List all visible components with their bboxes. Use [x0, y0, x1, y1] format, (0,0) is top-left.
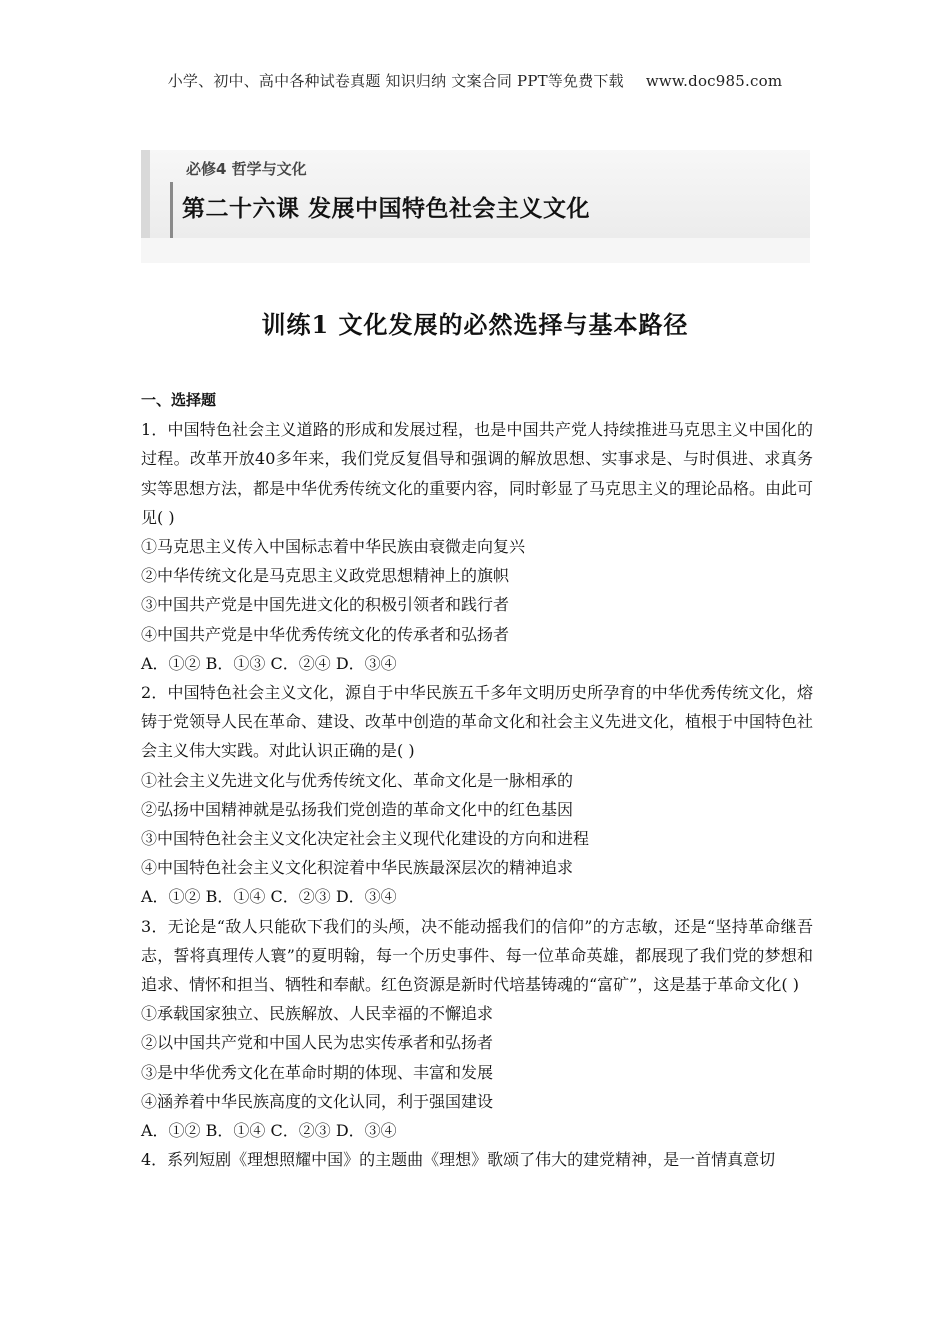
section-heading: 一、选择题 — [141, 391, 217, 409]
statement-item: ②中华传统文化是马克思主义政党思想精神上的旗帜 — [141, 566, 510, 586]
statement-item: ①社会主义先进文化与优秀传统文化、革命文化是一脉相承的 — [141, 770, 574, 790]
banner-lesson-title: 第二十六课 发展中国特色社会主义文化 — [182, 196, 591, 222]
banner-inner — [150, 150, 810, 238]
statement-item: ①承载国家独立、民族解放、人民幸福的不懈追求 — [141, 1004, 494, 1024]
banner-side-bar — [141, 150, 150, 238]
page-header — [0, 70, 950, 91]
statement-item: ③中国共产党是中国先进文化的积极引领者和践行者 — [141, 595, 510, 615]
answer-options: A．①② B．①④ C．②③ D．③④ — [141, 1121, 397, 1141]
question-stem: 2．中国特色社会主义文化，源自于中华民族五千多年文明历史所孕育的中华优秀传统文化，熔铸于党领导人民在革命、建设、改革中创造的革命文化和社会主义先进文化，植根于中国特色社会主义伟大实践。对此认识正确的是( ) — [141, 683, 814, 761]
question-block — [141, 1145, 813, 1174]
question-stem: 1．中国特色社会主义道路的形成和发展过程，也是中国共产党人持续推进马克思主义中国化的过程。改革开放40多年来，我们党反复倡导和强调的解放思想、实事求是、与时俱进、求真务实等思想方法，都是中华优秀传统文化的重要内容，同时彰显了马克思主义的理论品格。由此可见( ) — [141, 420, 814, 527]
question-stem: 3．无论是“敌人只能砍下我们的头颅，决不能动摇我们的信仰”的方志敏，还是“坚持革命继吾志，誓将真理传人寰”的夏明翰，每一个历史事件、每一位革命英雄，都展现了我们党的梦想和追求、情怀和担当、牺牲和奉献。红色资源是新时代培基铸魂的“富矿”，这是基于革命文化( ) — [141, 916, 813, 995]
question-block — [141, 912, 813, 1146]
banner-accent-line — [170, 182, 173, 238]
statement-item: ②以中国共产党和中国人民为忠实传承者和弘扬者 — [141, 1033, 494, 1053]
banner-subject: 必修4 哲学与文化 — [186, 160, 307, 178]
header-url[interactable]: www.doc985.com — [645, 72, 783, 90]
statement-item: ③是中华优秀文化在革命时期的体现、丰富和发展 — [141, 1062, 494, 1082]
statement-item: ①马克思主义传入中国标志着中华民族由衰微走向复兴 — [141, 537, 526, 557]
header-text: 小学、初中、高中各种试卷真题 知识归纳 文案合同 PPT等免费下载 — [167, 72, 624, 90]
statement-item: ④中国共产党是中华优秀传统文化的传承者和弘扬者 — [141, 624, 510, 644]
answer-options: A．①② B．①③ C．②④ D．③④ — [141, 653, 397, 673]
page-title: 训练1 文化发展的必然选择与基本路径 — [261, 310, 689, 339]
question-stem: 4．系列短剧《理想照耀中国》的主题曲《理想》歌颂了伟大的建党精神，是一首情真意切 — [141, 1150, 776, 1170]
answer-options: A．①② B．①④ C．②③ D．③④ — [141, 887, 397, 907]
question-content — [141, 386, 813, 1174]
statement-item: ④中国特色社会主义文化积淀着中华民族最深层次的精神追求 — [141, 858, 574, 878]
question-block — [141, 678, 813, 912]
statement-item: ②弘扬中国精神就是弘扬我们党创造的革命文化中的红色基因 — [141, 799, 574, 819]
statement-item: ③中国特色社会主义文化决定社会主义现代化建设的方向和进程 — [141, 829, 590, 849]
banner-bottom-strip — [141, 238, 810, 263]
question-block — [141, 415, 813, 678]
statement-item: ④涵养着中华民族高度的文化认同，利于强国建设 — [141, 1091, 494, 1111]
lesson-banner — [141, 150, 810, 263]
